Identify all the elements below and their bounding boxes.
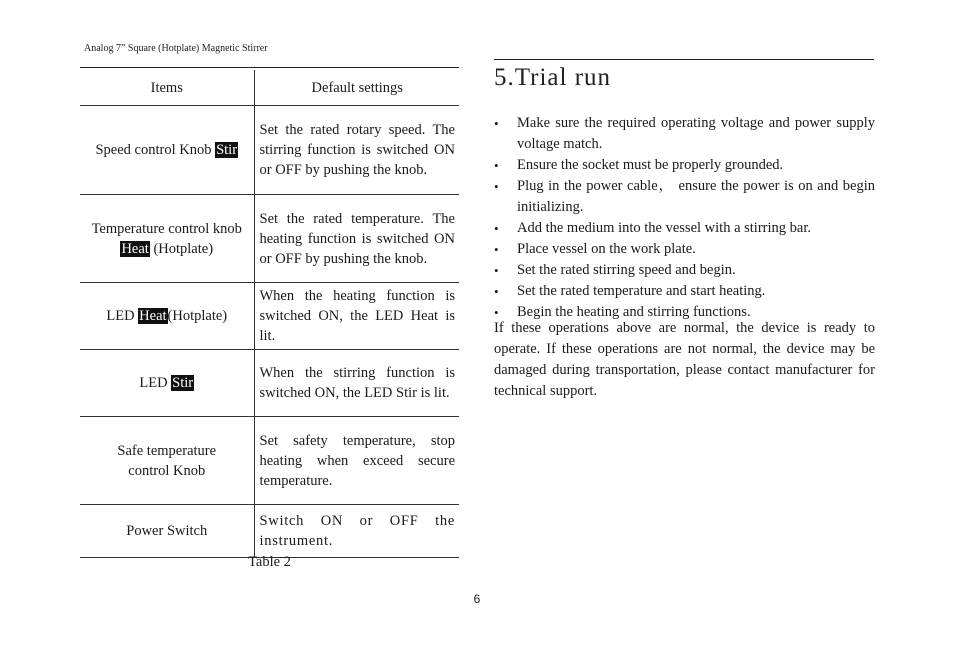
bullet-icon: • (494, 263, 499, 278)
bullet-icon: • (494, 158, 499, 173)
step-text: Place vessel on the work plate. (517, 241, 696, 257)
step-text: Add the medium into the vessel with a stirring bar. (517, 220, 811, 236)
list-item (494, 155, 875, 176)
default-setting-cell: Set the rated temperature. The heating function is switched ON or OFF by pushing the knob. (254, 195, 459, 283)
list-item (494, 260, 875, 281)
list-item (494, 281, 875, 302)
item-cell (80, 106, 254, 195)
item-label: Power Switch (126, 523, 208, 539)
column-header-items: Items (80, 70, 254, 106)
list-item (494, 176, 875, 218)
item-label: Temperature control knob (91, 220, 242, 237)
item-label: Speed control Knob (95, 142, 216, 158)
item-cell (80, 505, 254, 558)
default-setting-cell: When the heating function is switched ON, the LED Heat is lit. (254, 283, 459, 350)
step-text: Begin the heating and stirring functions. (517, 304, 751, 320)
header-divider-right (494, 59, 874, 60)
page-number: 6 (473, 592, 481, 606)
item-label: LED (139, 375, 172, 391)
item-label-suffix: (Hotplate) (167, 308, 228, 324)
item-label-suffix: (Hotplate) (149, 240, 214, 257)
item-label: Safe temperature control Knob (117, 442, 217, 479)
list-item (494, 218, 875, 239)
column-header-defaults: Default settings (254, 70, 459, 106)
bullet-icon: • (494, 116, 499, 131)
stir-tag: Stir (172, 375, 194, 391)
default-setting-cell: Set the rated rotary speed. The stirring function is switched ON or OFF by pushing the knob. (254, 106, 459, 195)
trial-run-steps-list (494, 113, 875, 323)
step-text: Ensure the socket must be properly grounded. (517, 157, 784, 173)
section-title: 5.Trial run (494, 64, 612, 91)
table-row (80, 283, 459, 350)
table-row (80, 350, 459, 417)
item-label: LED (106, 308, 139, 324)
step-text: Set the rated stirring speed and begin. (517, 262, 736, 278)
item-cell (80, 283, 254, 350)
step-text: Make sure the required operating voltage and power supply voltage match. (517, 115, 875, 152)
table-caption: Table 2 (248, 554, 291, 570)
table-row (80, 195, 459, 283)
table-row (80, 417, 459, 505)
heat-tag: Heat (121, 240, 149, 257)
item-cell (80, 417, 254, 505)
bullet-icon: • (494, 221, 499, 236)
item-cell (80, 195, 254, 283)
bullet-icon: • (494, 242, 499, 257)
list-item (494, 113, 875, 155)
closing-paragraph: If these operations above are normal, the device is ready to operate. If these operations are not normal, the device may be damaged during transportation, please contact manufacturer for technical support. (494, 320, 875, 399)
default-settings-table (80, 70, 459, 558)
table-row (80, 106, 459, 195)
bullet-icon: • (494, 179, 499, 194)
document-header-title: Analog 7” Square (Hotplate) Magnetic Stirrer (84, 43, 268, 54)
step-text: Set the rated temperature and start heating. (517, 283, 766, 299)
bullet-icon: • (494, 284, 499, 299)
list-item (494, 239, 875, 260)
default-setting-cell: Set safety temperature, stop heating when exceed secure temperature. (254, 417, 459, 505)
stir-tag: Stir (216, 142, 238, 158)
default-setting-cell: When the stirring function is switched ON, the LED Stir is lit. (254, 350, 459, 417)
bullet-icon: • (494, 305, 499, 320)
item-cell (80, 350, 254, 417)
table-header-row (80, 70, 459, 106)
default-setting-cell: Switch ON or OFF the instrument. (254, 505, 459, 558)
step-text: Plug in the power cable， ensure the power is on and begin initializing. (517, 178, 875, 215)
heat-tag: Heat (139, 308, 167, 324)
table-row (80, 505, 459, 558)
header-divider-left (80, 67, 459, 68)
